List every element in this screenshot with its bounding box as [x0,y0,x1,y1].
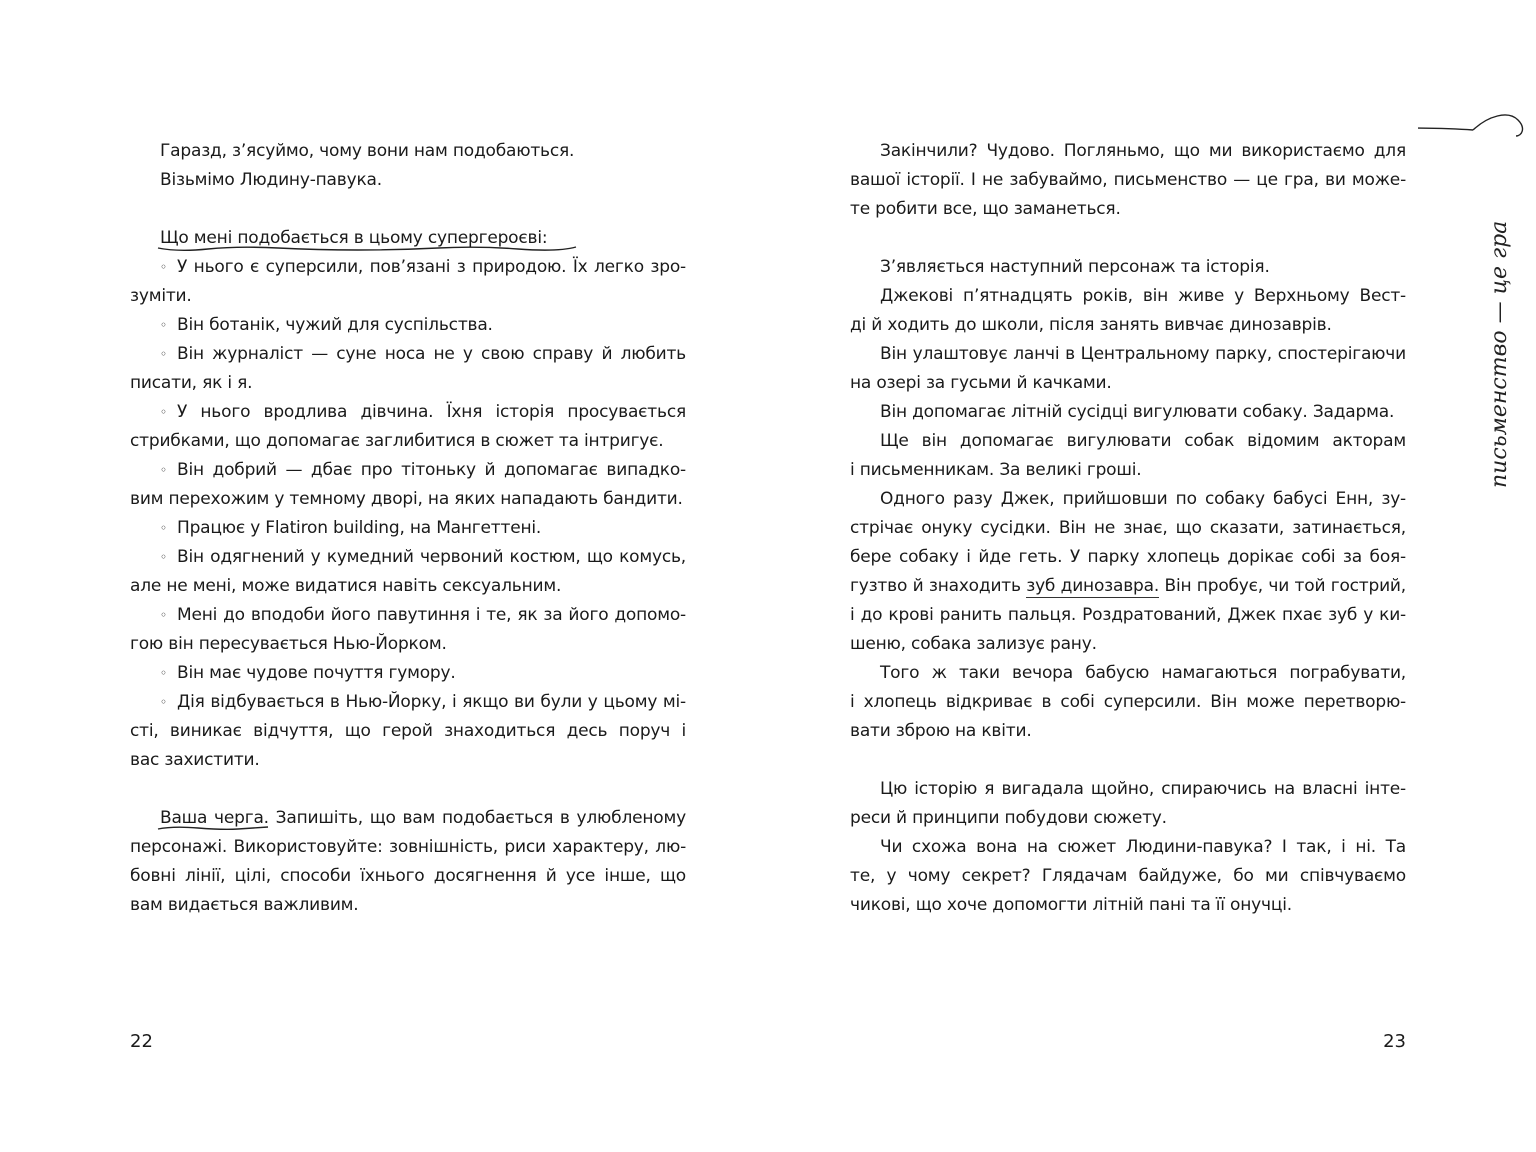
your-turn-rest: Запишіть, що вам подобається в улюбленому [275,808,686,828]
bullet-marker: ◦ [160,666,167,680]
para-line: Закінчили? Чудово. Погляньмо, що ми використаємо для [880,141,1406,161]
bullet-item: ◦ У нього є суперсили, пов’язані з природою. Їх легко зро- [130,253,686,282]
margin-note-text: письменство — це гра [1487,220,1512,488]
arrow-shaft [1418,128,1473,130]
story-line: те, у чому секрет? Глядачам байдуже, бо ми співчуваємо [850,866,1406,886]
story-line: стрічає онуку сусідки. Він не знає, що сказати, затинається, [850,518,1406,538]
bullet-item-continuation: стрибками, що допомагає заглибитися в сюжет та інтригує. [130,431,664,451]
margin-note [1418,108,1528,488]
your-turn-line [130,804,686,833]
bullet-item-continuation: гою він пересувається Нью-Йорком. [130,634,447,654]
story-line: Одного разу Джек, прийшовши по собаку бабусі Енн, зу- [880,489,1406,509]
bullet-item: ◦ Дія відбувається в Нью-Йорку, і якщо ви були у цьому мі- [130,688,686,717]
right-page-text [850,137,1406,920]
story-block [850,601,1406,746]
bullet-marker: ◦ [160,521,167,535]
bullet-item-continuation: вим перехожим у темному дворі, на яких нападають бандити. [130,489,683,509]
wavy-underline [158,824,270,833]
list-heading-line [130,224,686,253]
para-line: те робити все, що заманеться. [850,199,1121,219]
bullet-marker: ◦ [160,695,167,709]
bullet-item-continuation: сті, виникає відчуття, що герой знаходиться десь поруч і [130,721,686,741]
intro-line: Гаразд, з’ясуймо, чому вони нам подобаються. [160,141,575,161]
bullet-item-continuation: зуміти. [130,286,192,306]
bullet-item: ◦ Він має чудове почуття гумору. [130,659,686,688]
your-turn-label-wrap [160,808,276,828]
page-number-left: 22 [130,1031,153,1052]
story-line: Він улаштовує ланчі в Центральному парку, спостерігаючи [880,344,1406,364]
story-line: і письменникам. За великі гроші. [850,460,1142,480]
tooth-line [850,572,1406,601]
story-line: ді й ходить до школи, після занять вивчає динозаврів. [850,315,1332,335]
bullet-item: ◦ Він одягнений у кумедний червоний костюм, що комусь, [130,543,686,572]
list-heading-text: Що мені подобається в цьому супергероєві: [160,228,548,248]
bullet-item: ◦ Він ботанік, чужий для суспільства. [130,311,686,340]
ending-block [850,775,1406,920]
tooth-after: Він пробує, чи той гострий, [1159,576,1406,596]
bullet-marker: ◦ [160,318,167,332]
bullet-marker: ◦ [160,347,167,361]
dinosaur-tooth-underlined: зуб динозавра. [1026,576,1160,596]
story-line: З’являється наступний персонаж та історія. [880,257,1270,277]
bullet-item-continuation: але не мені, може видатися навіть сексуальним. [130,576,562,596]
story-line: і хлопець відкриває в собі суперсили. Він може перетворю- [850,692,1406,712]
bullet-item-continuation: вас захистити. [130,750,260,770]
bullet-item: ◦ Працює у Flatiron building, на Мангеттені. [130,514,686,543]
story-line: Цю історію я вигадала щойно, спираючись на власні інте- [880,779,1406,799]
bullet-marker: ◦ [160,405,167,419]
curved-arrow-icon [1473,115,1522,136]
your-turn-text: вам видається важливим. [130,895,359,915]
story-line: Він допомагає літній сусідці вигулювати собаку. Задарма. [880,402,1395,422]
intro-line: Візьмімо Людину-павука. [160,170,382,190]
likes-list [130,253,686,775]
bullet-item: ◦ У нього вродлива дівчина. Їхня історія просувається [130,398,686,427]
your-turn-text: персонажі. Використовуйте: зовнішність, риси характеру, лю- [130,837,686,857]
story-block [850,253,1406,572]
story-line: шеню, собака зализує рану. [850,634,1097,654]
bullet-marker: ◦ [160,260,167,274]
bullet-item: ◦ Він журналіст — суне носа не у свою справу й любить [130,340,686,369]
right-page [768,0,1536,1152]
story-line: Ще він допомагає вигулювати собак відомим акторам [880,431,1406,451]
wavy-underline [158,244,578,254]
bullet-item-continuation: писати, як і я. [130,373,253,393]
story-line: на озері за гусьми й качками. [850,373,1112,393]
para-line: вашої історії. І не забуваймо, письменство — це гра, ви може- [850,170,1406,190]
story-line: і до крові ранить пальця. Роздратований, Джек пхає зуб у ки- [850,605,1406,625]
story-line: бере собаку і йде геть. У парку хлопець дорікає собі за боя- [850,547,1406,567]
your-turn-label: Ваша черга. [160,808,269,828]
bullet-marker: ◦ [160,463,167,477]
left-page-text [130,137,686,920]
bullet-item: ◦ Він добрий — дбає про тітоньку й допомагає випадко- [130,456,686,485]
list-heading [160,228,547,248]
story-line: чикові, що хоче допомогти літній пані та її онучці. [850,895,1292,915]
story-line: Джекові п’ятнадцять років, він живе у Верхньому Вест- [880,286,1406,306]
story-line: Чи схожа вона на сюжет Людини-павука? І так, і ні. Та [880,837,1406,857]
bullet-marker: ◦ [160,608,167,622]
story-line: реси й принципи побудови сюжету. [850,808,1167,828]
bullet-item: ◦ Мені до вподоби його павутиння і те, як за його допомо- [130,601,686,630]
tooth-before: гузтво й знаходить [850,576,1027,596]
page-number-right: 23 [1383,1031,1406,1052]
your-turn-text: бовні лінії, цілі, способи їхнього досягнення й усе інше, що [130,866,686,886]
story-line: вати зброю на квіти. [850,721,1032,741]
bullet-marker: ◦ [160,550,167,564]
story-line: Того ж таки вечора бабусю намагаються пограбувати, [880,663,1406,683]
